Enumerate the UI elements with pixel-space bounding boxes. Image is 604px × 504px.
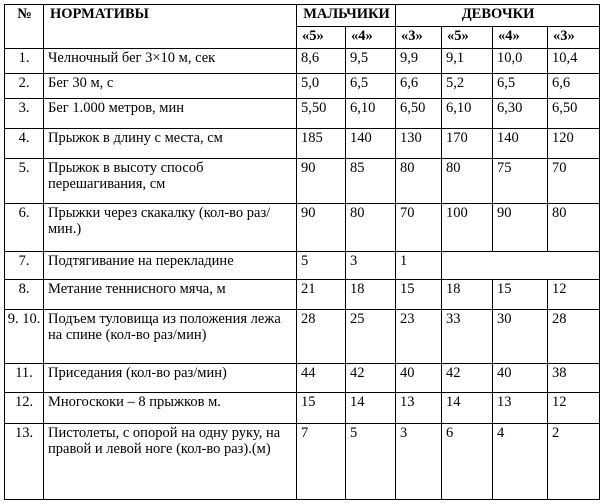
value-cell: 9,9 bbox=[396, 49, 442, 74]
norms-table bbox=[4, 4, 600, 500]
value-cell: 80 bbox=[442, 158, 493, 203]
boys-header: МАЛЬЧИКИ bbox=[297, 5, 396, 27]
table-row bbox=[5, 203, 600, 251]
value-cell: 4 bbox=[493, 423, 548, 499]
row-number: 6. bbox=[5, 203, 44, 251]
value-cell: 15 bbox=[297, 393, 346, 423]
value-cell: 80 bbox=[548, 203, 600, 251]
value-cell: 140 bbox=[493, 129, 548, 158]
value-cell: 10,4 bbox=[548, 49, 600, 74]
row-number: 8. bbox=[5, 280, 44, 310]
value-cell: 7 bbox=[297, 423, 346, 499]
grade-header: «3» bbox=[396, 27, 442, 49]
table-row bbox=[5, 423, 600, 499]
value-cell: 21 bbox=[297, 280, 346, 310]
table-row bbox=[5, 310, 600, 364]
value-cell: 9,1 bbox=[442, 49, 493, 74]
value-cell: 10,0 bbox=[493, 49, 548, 74]
row-number: 12. bbox=[5, 393, 44, 423]
value-cell: 2 bbox=[548, 423, 600, 499]
row-number: 4. bbox=[5, 129, 44, 158]
value-cell: 33 bbox=[442, 310, 493, 364]
value-cell: 5 bbox=[297, 251, 346, 279]
norm-name: Бег 1.000 метров, мин bbox=[44, 99, 297, 129]
value-cell: 6,5 bbox=[346, 74, 396, 99]
value-cell: 90 bbox=[297, 158, 346, 203]
value-cell: 18 bbox=[346, 280, 396, 310]
value-cell: 13 bbox=[396, 393, 442, 423]
row-number: 13. bbox=[5, 423, 44, 499]
value-cell: 185 bbox=[297, 129, 346, 158]
value-cell: 15 bbox=[493, 280, 548, 310]
grade-header: «5» bbox=[297, 27, 346, 49]
girls-header: ДЕВОЧКИ bbox=[396, 5, 600, 27]
value-cell: 13 bbox=[493, 393, 548, 423]
norm-name: Бег 30 м, с bbox=[44, 74, 297, 99]
row-number: 7. bbox=[5, 251, 44, 279]
value-cell: 5 bbox=[346, 423, 396, 499]
value-cell: 5,2 bbox=[442, 74, 493, 99]
header-row-1 bbox=[5, 5, 600, 27]
value-cell: 14 bbox=[346, 393, 396, 423]
grade-header: «5» bbox=[442, 27, 493, 49]
value-cell: 44 bbox=[297, 364, 346, 393]
value-cell: 140 bbox=[346, 129, 396, 158]
value-cell: 5,50 bbox=[297, 99, 346, 129]
row-number: 9. 10. bbox=[5, 310, 44, 364]
value-cell: 85 bbox=[346, 158, 396, 203]
table-row bbox=[5, 158, 600, 203]
value-cell: 6,30 bbox=[493, 99, 548, 129]
row-number: 3. bbox=[5, 99, 44, 129]
table-row bbox=[5, 251, 600, 279]
value-cell: 75 bbox=[493, 158, 548, 203]
value-cell: 42 bbox=[346, 364, 396, 393]
empty-girls-cell bbox=[442, 251, 600, 279]
norm-name: Метание теннисного мяча, м bbox=[44, 280, 297, 310]
table-row bbox=[5, 129, 600, 158]
value-cell: 18 bbox=[442, 280, 493, 310]
value-cell: 70 bbox=[396, 203, 442, 251]
row-number: 1. bbox=[5, 49, 44, 74]
value-cell: 90 bbox=[297, 203, 346, 251]
table-row bbox=[5, 74, 600, 99]
value-cell: 6,10 bbox=[346, 99, 396, 129]
norm-name: Многоскоки – 8 прыжков м. bbox=[44, 393, 297, 423]
table-row bbox=[5, 99, 600, 129]
value-cell: 6,50 bbox=[396, 99, 442, 129]
num-header: № bbox=[5, 5, 44, 49]
grade-header: «4» bbox=[493, 27, 548, 49]
value-cell: 3 bbox=[396, 423, 442, 499]
norm-name: Прыжок в высоту способ перешагивания, см bbox=[44, 158, 297, 203]
value-cell: 9,5 bbox=[346, 49, 396, 74]
table-row bbox=[5, 393, 600, 423]
table-row bbox=[5, 364, 600, 393]
norm-name: Приседания (кол-во раз/мин) bbox=[44, 364, 297, 393]
value-cell: 120 bbox=[548, 129, 600, 158]
value-cell: 6,50 bbox=[548, 99, 600, 129]
value-cell: 8,6 bbox=[297, 49, 346, 74]
row-number: 2. bbox=[5, 74, 44, 99]
value-cell: 130 bbox=[396, 129, 442, 158]
value-cell: 6,10 bbox=[442, 99, 493, 129]
value-cell: 6,6 bbox=[396, 74, 442, 99]
value-cell: 5,0 bbox=[297, 74, 346, 99]
value-cell: 30 bbox=[493, 310, 548, 364]
value-cell: 6,5 bbox=[493, 74, 548, 99]
value-cell: 14 bbox=[442, 393, 493, 423]
norm-name: Прыжки через скакалку (кол-во раз/мин.) bbox=[44, 203, 297, 251]
norm-name: Подтягивание на перекладине bbox=[44, 251, 297, 279]
value-cell: 28 bbox=[548, 310, 600, 364]
value-cell: 12 bbox=[548, 393, 600, 423]
value-cell: 80 bbox=[346, 203, 396, 251]
norm-name: Подъем туловища из положения лежа на спине (кол-во раз/мин) bbox=[44, 310, 297, 364]
norm-name: Челночный бег 3×10 м, сек bbox=[44, 49, 297, 74]
value-cell: 25 bbox=[346, 310, 396, 364]
norms-header: НОРМАТИВЫ bbox=[44, 5, 297, 49]
value-cell: 170 bbox=[442, 129, 493, 158]
value-cell: 80 bbox=[396, 158, 442, 203]
row-number: 5. bbox=[5, 158, 44, 203]
value-cell: 90 bbox=[493, 203, 548, 251]
grade-header: «4» bbox=[346, 27, 396, 49]
value-cell: 70 bbox=[548, 158, 600, 203]
value-cell: 100 bbox=[442, 203, 493, 251]
table-row bbox=[5, 49, 600, 74]
value-cell: 23 bbox=[396, 310, 442, 364]
norm-name: Прыжок в длину с места, см bbox=[44, 129, 297, 158]
value-cell: 15 bbox=[396, 280, 442, 310]
value-cell: 38 bbox=[548, 364, 600, 393]
grade-header: «3» bbox=[548, 27, 600, 49]
value-cell: 12 bbox=[548, 280, 600, 310]
table-row bbox=[5, 280, 600, 310]
value-cell: 1 bbox=[396, 251, 442, 279]
norm-name: Пистолеты, с опорой на одну руку, на правой и левой ноге (кол-во раз).(м) bbox=[44, 423, 297, 499]
value-cell: 40 bbox=[493, 364, 548, 393]
value-cell: 3 bbox=[346, 251, 396, 279]
row-number: 11. bbox=[5, 364, 44, 393]
value-cell: 42 bbox=[442, 364, 493, 393]
value-cell: 28 bbox=[297, 310, 346, 364]
value-cell: 40 bbox=[396, 364, 442, 393]
value-cell: 6 bbox=[442, 423, 493, 499]
value-cell: 6,6 bbox=[548, 74, 600, 99]
